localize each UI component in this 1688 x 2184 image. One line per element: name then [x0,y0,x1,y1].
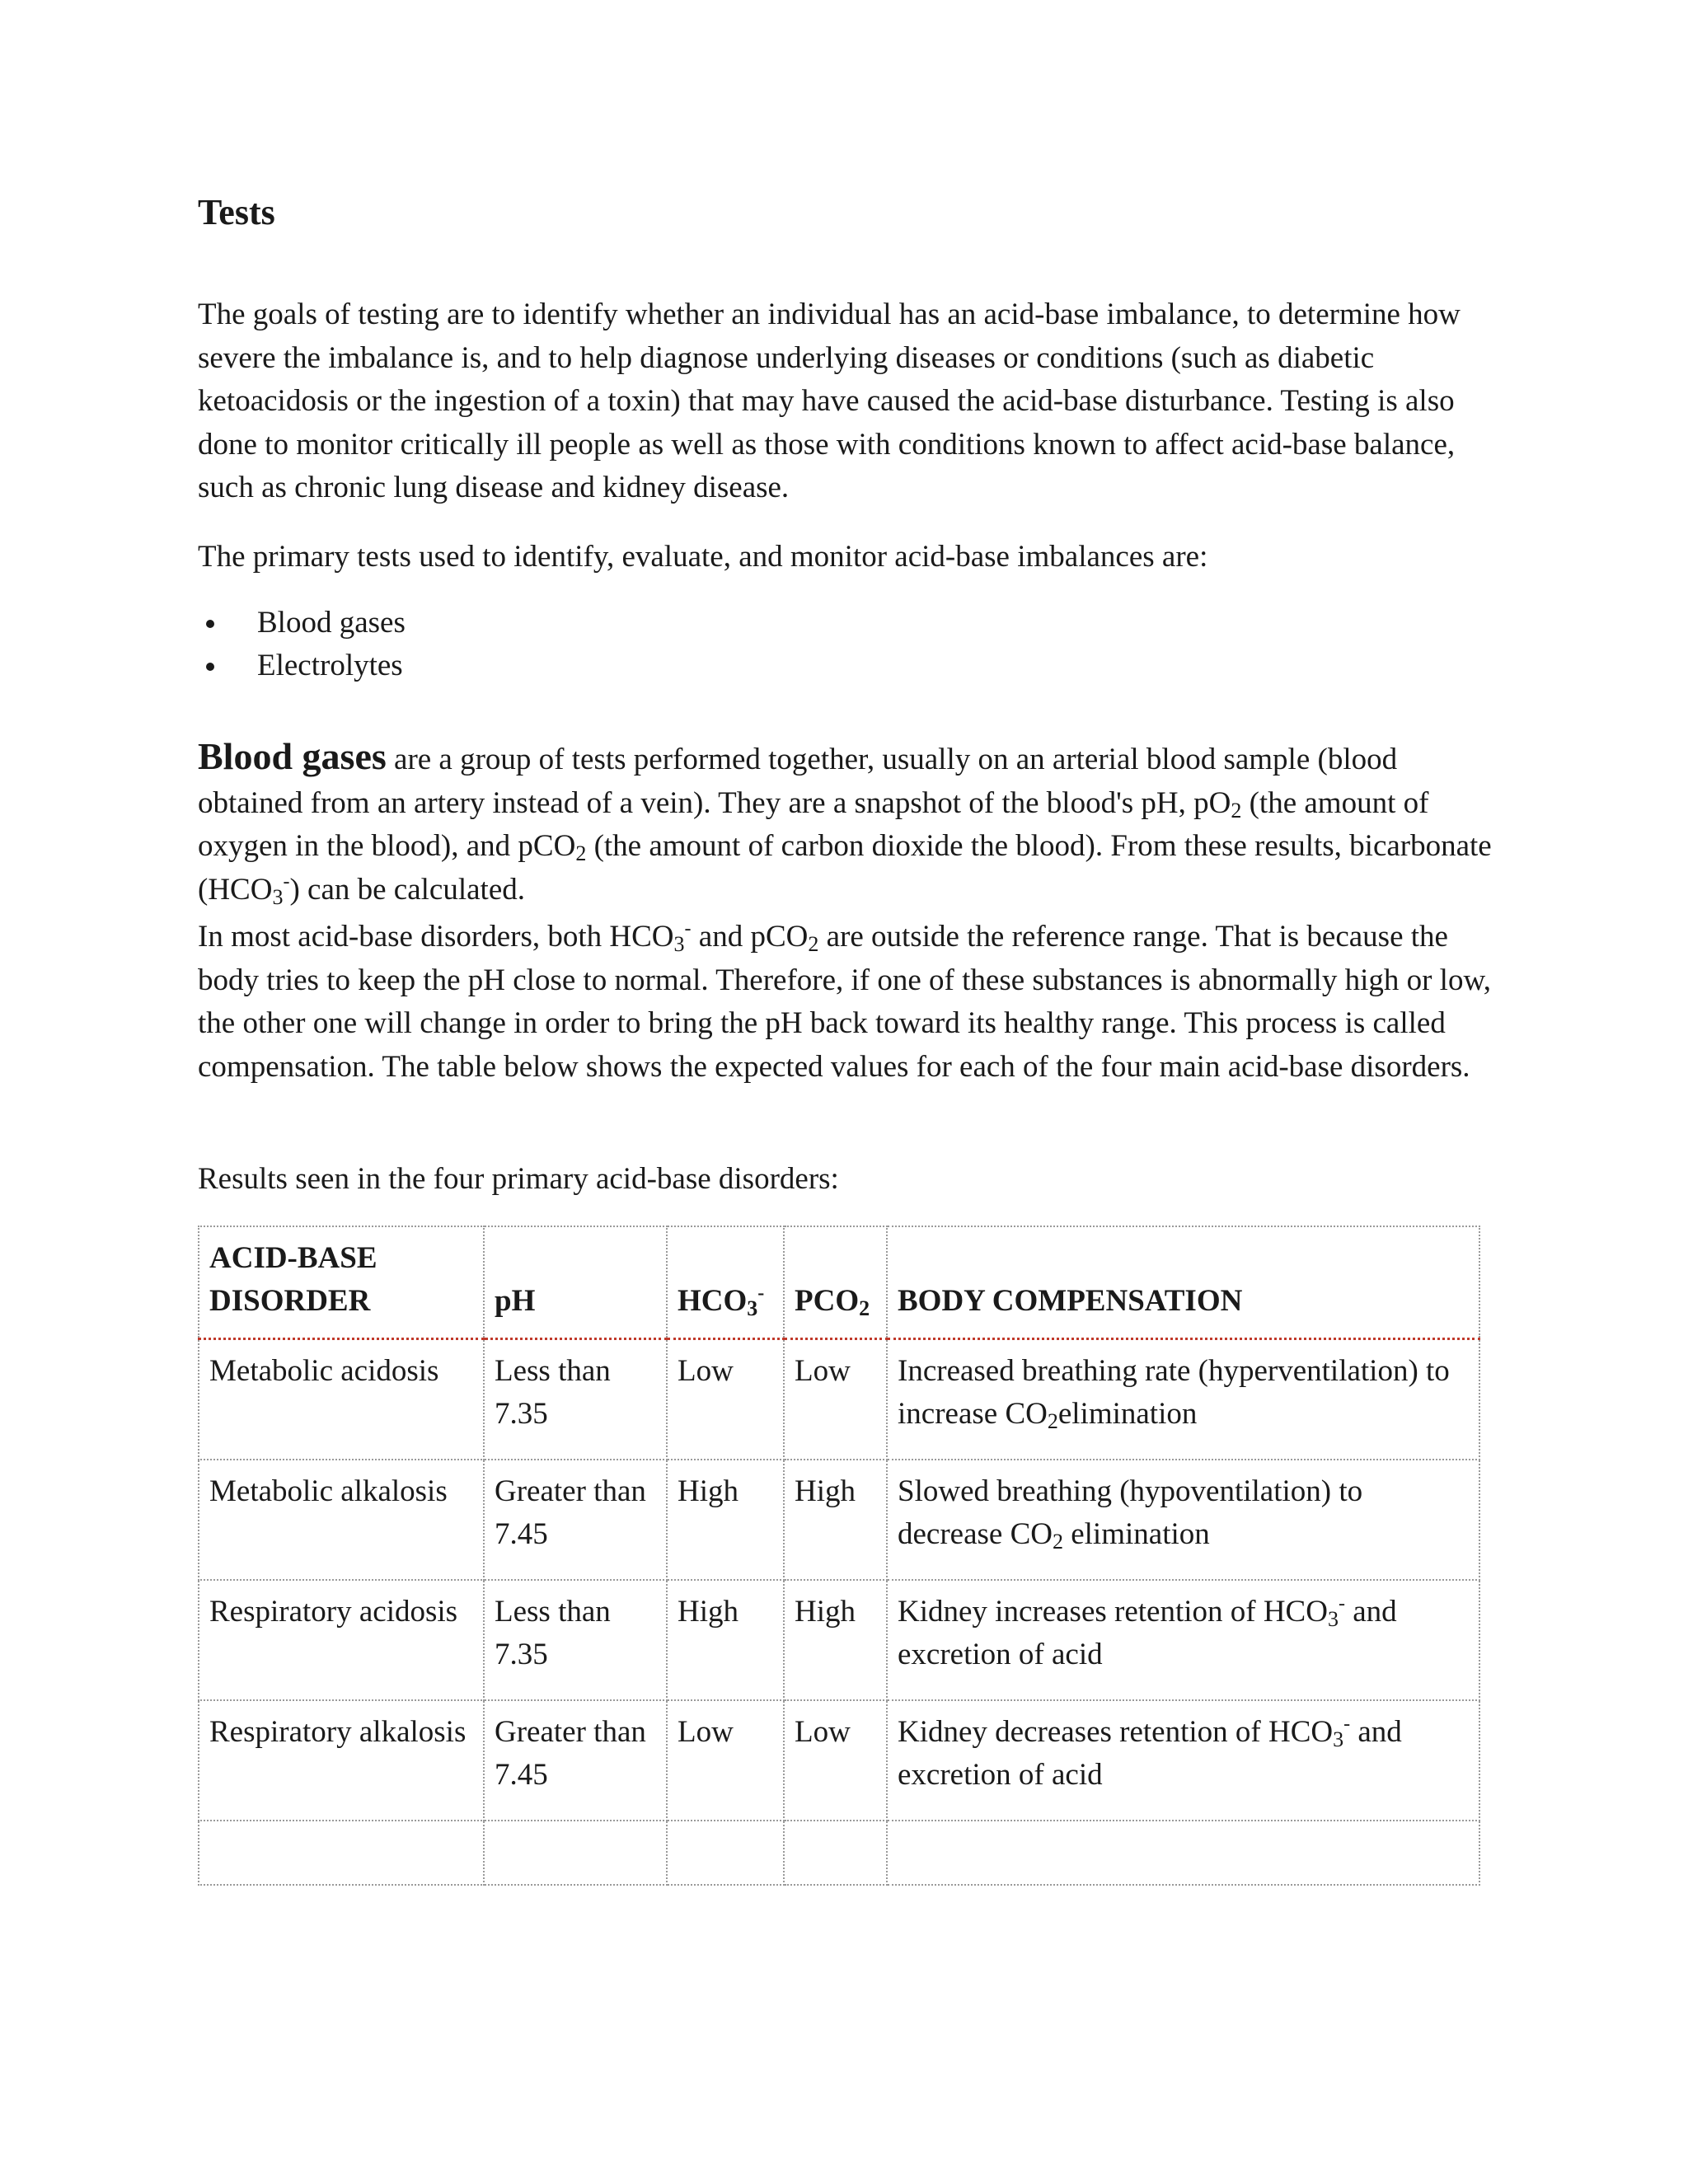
cell-compensation: Kidney decreases retention of $HCO_3^-$ and excretion of acid [887,1700,1479,1821]
cell-compensation: Slowed breathing (hypoventilation) to decrease $CO_2$ elimination [887,1460,1479,1580]
list-item: Blood gases [198,602,406,644]
goals-paragraph: The goals of testing are to identify whether an individual has an acid-base imbalance, to determine how severe the imbalance is, and to help diagnose underlying diseases or conditions (such as diabetic ketoacidosis or the ingestion of a toxin) that may have caused the acid-base disturbance. Testing is also done to monitor critically ill people as well as those with conditions known to affect acid-base balance, such as chronic lung disease and kidney disease. [198,298,1461,504]
empty-cell [784,1821,887,1885]
blood-gases-lead: Blood gases [198,735,387,777]
acid-base-table [198,1226,1480,1886]
cell-pco2: High [784,1460,887,1580]
primary-tests-paragraph: The primary tests used to identify, evaluate, and monitor acid-base imbalances are: [198,540,1208,574]
cell-disorder: Metabolic acidosis [199,1339,484,1460]
cell-hco3: High [667,1580,784,1700]
cell-compensation: Increased breathing rate (hyperventilation) to increase $CO_2elimination$ [887,1339,1479,1460]
blood-gases-paragraph: Blood gases are a group of tests performed together, usually on an arterial blood sample (blood obtained from an artery instead of a vein). They are a snapshot of the blood's pH, $pO_2$ (the amount of oxygen in the blood), and pCO$_2$ (the amount of carbon dioxide the blood). From these results, bicarbonate $(HCO_3^-)$ can be calculated. [198,735,1492,909]
table-row [199,1339,1479,1460]
empty-cell [887,1821,1479,1885]
cell-ph: Greater than 7.45 [484,1700,667,1821]
bullet-icon [206,620,214,628]
header-ph: pH [484,1226,667,1339]
cell-hco3: High [667,1460,784,1580]
header-compensation: BODY COMPENSATION [887,1226,1479,1339]
cell-pco2: High [784,1580,887,1700]
table-row [199,1700,1479,1821]
header-disorder: ACID-BASE DISORDER [199,1226,484,1339]
cell-pco2: Low [784,1339,887,1460]
results-intro: Results seen in the four primary acid-base disorders: [198,1162,839,1196]
cell-disorder: Respiratory acidosis [199,1580,484,1700]
cell-disorder: Respiratory alkalosis [199,1700,484,1821]
cell-hco3: Low [667,1339,784,1460]
header-hco3: $HCO_3^-$ [667,1226,784,1339]
header-pco2: $PCO_2$ [784,1226,887,1339]
table-row [199,1580,1479,1700]
page-title: Tests [198,192,275,232]
empty-cell [199,1821,484,1885]
cell-compensation: Kidney increases retention of $HCO_3^-$ and excretion of acid [887,1580,1479,1700]
table-row-empty [199,1821,1479,1885]
table-header-row [199,1226,1479,1339]
table-row [199,1460,1479,1580]
cell-disorder: Metabolic alkalosis [199,1460,484,1580]
tests-list [198,602,406,687]
cell-ph: Less than 7.35 [484,1339,667,1460]
cell-ph: Greater than 7.45 [484,1460,667,1580]
cell-pco2: Low [784,1700,887,1821]
bullet-icon [206,663,214,671]
empty-cell [484,1821,667,1885]
list-item: Electrolytes [198,644,406,687]
cell-ph: Less than 7.35 [484,1580,667,1700]
cell-hco3: Low [667,1700,784,1821]
empty-cell [667,1821,784,1885]
compensation-paragraph: In most acid-base disorders, both $HCO_3^-$ and pCO$_2$ are outside the reference range. That is because the body tries to keep the pH close to normal. Therefore, if one of these substances is abnormally high or low, the other one will change in order to bring the pH back toward its healthy range. This process is called compensation. The table below shows the expected values for each of the four main acid-base disorders. [198,918,1492,1084]
